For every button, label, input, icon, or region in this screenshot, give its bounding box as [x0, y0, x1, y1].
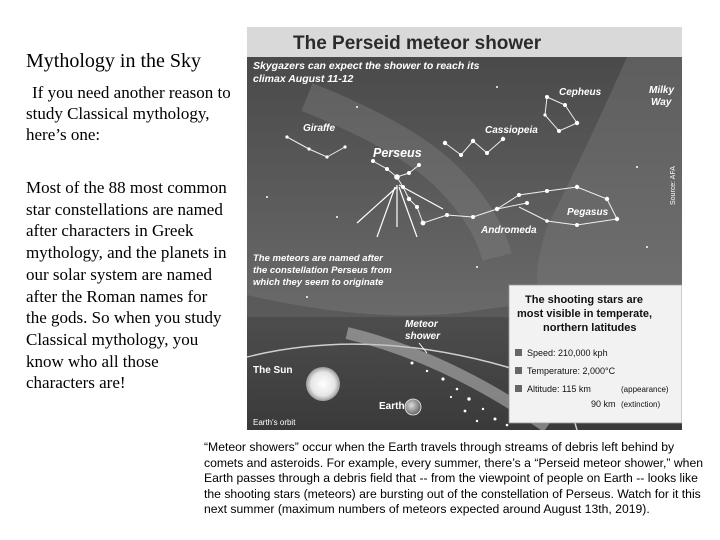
figure-source: Source: AFA	[670, 166, 677, 205]
info-temperature: Temperature: 2,000°C	[527, 366, 616, 376]
figure-subtitle-2: climax August 11-12	[253, 73, 354, 85]
label-earth: Earth	[379, 401, 405, 412]
label-andromeda: Andromeda	[481, 225, 537, 236]
body-paragraph: Most of the 88 most common star constellations are named after characters in Greek mythology, and the planets in our solar system are named after the Roman names for the gods. So when you study Classical mythology, you know who all those characters are!	[26, 178, 227, 393]
label-cassiopeia: Cassiopeia	[485, 125, 538, 136]
info-box-title-3: northern latitudes	[543, 322, 637, 334]
figure-note-1: The meteors are named after	[253, 253, 383, 264]
info-box-title-1: The shooting stars are	[525, 294, 643, 306]
bullet-speed	[515, 349, 522, 356]
figure-subtitle-1: Skygazers can expect the shower to reach its	[253, 60, 480, 72]
info-box	[509, 285, 682, 423]
figure-note-2: the constellation Perseus from	[253, 265, 392, 276]
label-milky-way-2: Way	[651, 97, 672, 108]
label-the-sun: The Sun	[253, 365, 293, 376]
intro-paragraph: If you need another reason to study Classical mythology, here’s one:	[26, 83, 231, 144]
label-meteor-shower-2: shower	[405, 331, 441, 342]
info-altitude-2-note: (extinction)	[621, 400, 661, 409]
label-pegasus: Pegasus	[567, 207, 609, 218]
bullet-temperature	[515, 367, 522, 374]
slide-title: Mythology in the Sky	[26, 50, 202, 72]
info-speed: Speed: 210,000 kph	[527, 348, 608, 358]
figure-title: The Perseid meteor shower	[293, 33, 542, 54]
label-milky-way-1: Milky	[649, 85, 675, 96]
info-altitude-2: 90 km	[591, 399, 616, 409]
label-earths-orbit: Earth's orbit	[253, 418, 296, 427]
figure-note-3: which they seem to originate	[253, 277, 384, 288]
earth-graphic	[405, 399, 421, 415]
info-altitude-note: (appearance)	[621, 385, 669, 394]
label-meteor-shower-1: Meteor	[405, 319, 438, 330]
label-perseus: Perseus	[373, 146, 422, 160]
bullet-altitude	[515, 385, 522, 392]
sun-graphic	[306, 367, 340, 401]
label-giraffe: Giraffe	[303, 123, 336, 134]
label-cepheus: Cepheus	[559, 87, 602, 98]
info-box-title-2: most visible in temperate,	[517, 308, 653, 320]
info-altitude: Altitude: 115 km	[527, 384, 591, 394]
perseid-infographic	[247, 27, 682, 430]
figure-caption: “Meteor showers” occur when the Earth travels through streams of debris left behind by comets and asteroids. For example, every summer, there’s a “Perseid meteor shower,” when Earth passes through a debris field that -- from the viewpoint of people on Earth -- looks like the shooting stars (meteors) are bursting out of the constellation of Perseus. Watch for it this next summer (maximum numbers of meteors expected around August 13th, 2019).	[204, 440, 703, 516]
